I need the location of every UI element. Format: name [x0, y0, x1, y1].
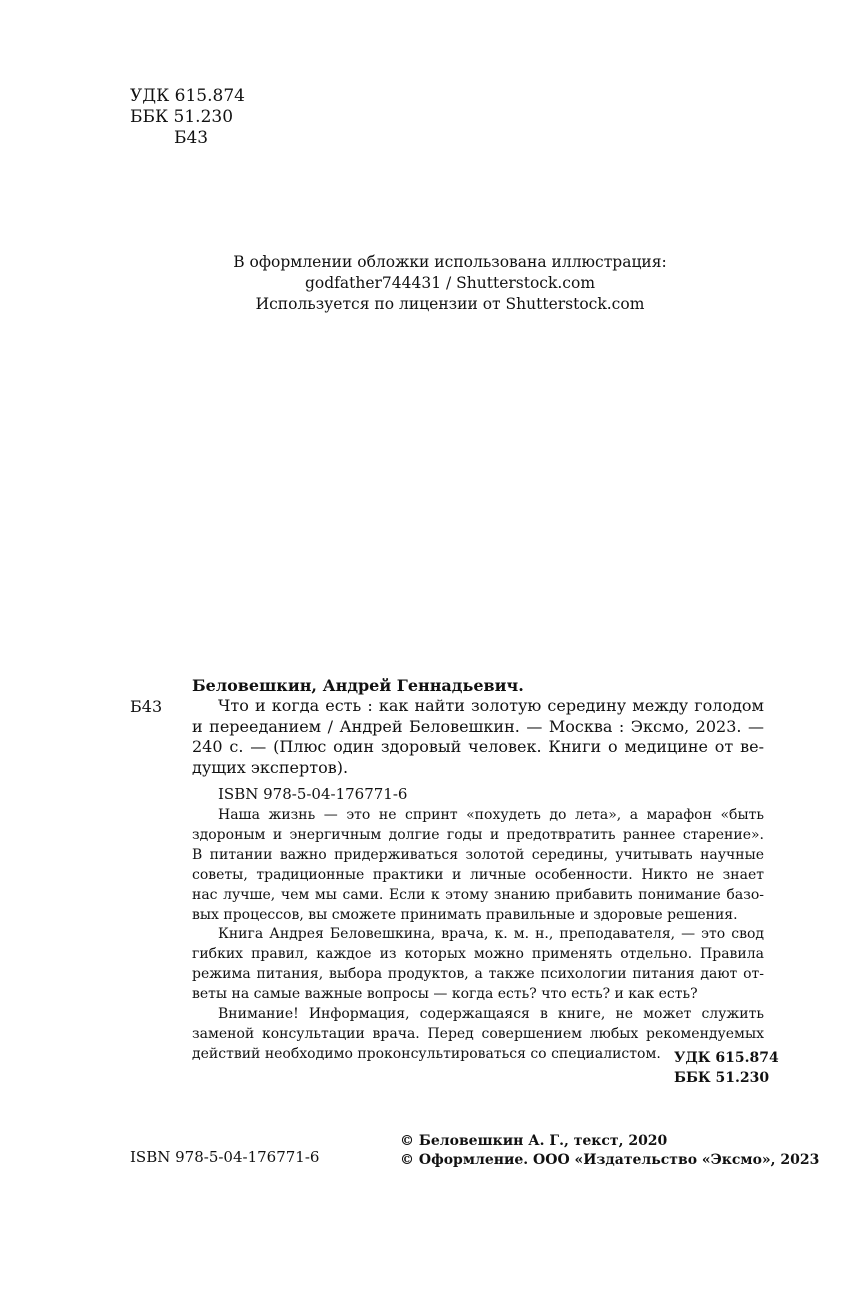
annotation-line: здороным и энергичным долгие годы и предотвратить раннее старение».	[192, 826, 764, 843]
annotation-line: вых процессов, вы сможете принимать правильные и здоровые решения.	[192, 906, 738, 923]
annotation-line: В питании важно придерживаться золотой середины, учитывать научные	[192, 846, 764, 863]
annotation-line: нас лучше, чем мы сами. Если к этому знанию прибавить понимание базо-	[192, 886, 764, 903]
footer-classification	[674, 1048, 779, 1088]
copyright-line: © Беловешкин А. Г., текст, 2020	[400, 1133, 668, 1149]
bibliographic-description	[192, 696, 764, 778]
annotation-line: веты на самые важные вопросы — когда есть? что есть? и как есть?	[192, 986, 698, 1003]
description-line: 240 с. — (Плюс один здоровый человек. Книги о медицине от ве-	[192, 737, 764, 756]
copyright-line: © Оформление. ООО «Издательство «Эксмо», 2023	[400, 1151, 820, 1168]
author-heading: Беловешкин, Андрей Геннадьевич.	[192, 676, 524, 695]
illustration-credit-line: В оформлении обложки использована иллюстрация:	[233, 253, 667, 271]
annotation-line: действий необходимо проконсультироваться со специалистом.	[192, 1045, 661, 1062]
isbn-footer: ISBN 978-5-04-176771-6	[130, 1148, 320, 1166]
isbn-inline: ISBN 978-5-04-176771-6	[218, 785, 408, 803]
footer-bbk: ББК 51.230	[674, 1070, 770, 1086]
illustration-credit	[150, 252, 750, 315]
annotation-line: Книга Андрея Беловешкина, врача, к. м. н., преподавателя, — это свод	[218, 926, 764, 943]
description-line: дущих экспертов).	[192, 757, 349, 777]
description-line: и перееданием / Андрей Беловешкин. — Москва : Эксмо, 2023. —	[192, 716, 764, 736]
annotation-line: Внимание! Информация, содержащаяся в книге, не может служить	[218, 1006, 764, 1023]
author-sign-left: Б43	[130, 697, 163, 716]
udk-code: УДК 615.874	[130, 86, 245, 106]
classification-block	[130, 86, 245, 149]
copyright-block	[400, 1132, 819, 1169]
author-sign: Б43	[174, 128, 209, 148]
annotation-line: режима питания, выбора продуктов, а также психологии питания дают от-	[192, 966, 764, 983]
bbk-code: ББК 51.230	[130, 107, 234, 127]
description-line: Что и когда есть : как найти золотую середину между голодом	[218, 696, 764, 715]
annotation	[192, 806, 764, 1065]
annotation-line: гибких правил, каждое из которых можно применять отдельно. Правила	[192, 946, 764, 963]
illustration-credit-line: godfather744431 / Shutterstock.com	[304, 274, 596, 292]
footer-udk: УДК 615.874	[674, 1050, 779, 1066]
annotation-line: заменой консультации врача. Перед совершением любых рекомендуемых	[192, 1025, 764, 1042]
annotation-line: Наша жизнь — это не спринт «похудеть до лета», а марафон «быть	[218, 807, 764, 823]
annotation-line: советы, традиционные практики и личные особенности. Никто не знает	[192, 866, 764, 883]
illustration-credit-line: Используется по лицензии от Shutterstock.com	[255, 295, 645, 313]
